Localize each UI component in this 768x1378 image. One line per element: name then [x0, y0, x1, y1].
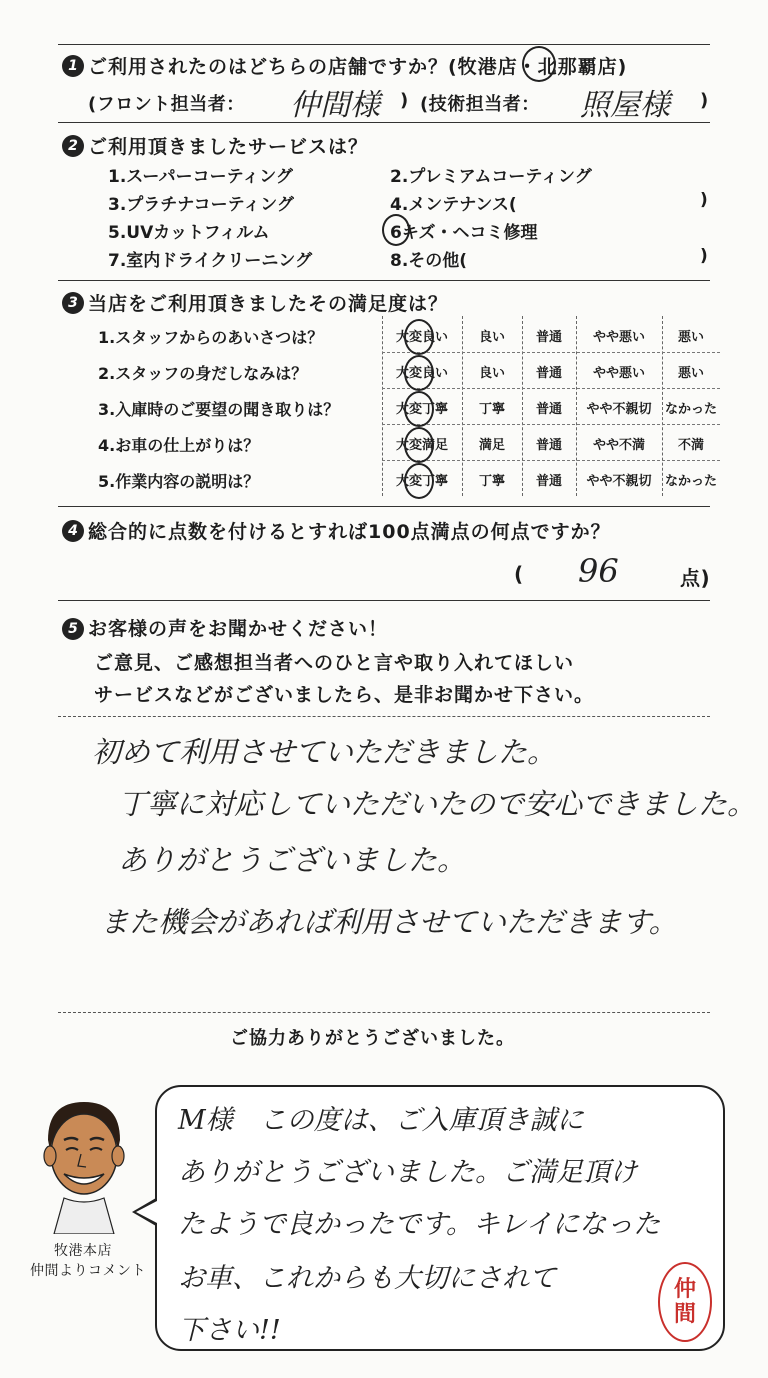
top-rule	[58, 44, 710, 45]
section-divider	[58, 122, 710, 123]
tech-staff-value: 照屋様	[580, 88, 670, 123]
rating-option: なかった	[664, 401, 717, 417]
question-2-number: 2	[62, 135, 84, 157]
customer-comment-line: 初めて利用させていただきました。	[92, 735, 557, 769]
rating-option: 良い	[478, 329, 505, 345]
section-divider	[58, 280, 710, 281]
rating-option: 大変丁寧	[395, 401, 448, 417]
rating-question-label: 2.スタッフの身だしなみは？	[98, 364, 308, 383]
rating-question-label: 5.作業内容の説明は？	[98, 472, 260, 491]
staff-store-name: 牧港本店	[54, 1243, 112, 1259]
answer-area-bottom-rule	[58, 1012, 710, 1013]
rating-question-label: 3.入庫時のご要望の聞き取りは？	[98, 400, 340, 419]
staff-avatar	[34, 1094, 134, 1234]
rating-option: 大変良い	[395, 365, 448, 381]
rating-option: 悪い	[677, 329, 704, 345]
service-item: 4.メンテナンス(	[390, 195, 517, 215]
rating-selection-circle	[404, 463, 434, 499]
service-item: 2.プレミアムコーティング	[390, 167, 592, 187]
question-4-number: 4	[62, 520, 84, 542]
thanks-message: ご協力ありがとうございました。	[230, 1028, 515, 1049]
rating-option: 大変丁寧	[395, 473, 448, 489]
rating-option: 満足	[478, 437, 505, 453]
rating-option: 悪い	[677, 365, 704, 381]
front-staff-close: )	[400, 90, 409, 111]
rating-option: 丁寧	[478, 473, 505, 489]
store-selection-circle	[522, 46, 556, 82]
tech-staff-label: (技術担当者：	[420, 94, 540, 115]
rating-option: 普通	[535, 437, 562, 453]
rating-option: なかった	[664, 473, 717, 489]
rating-option: 不満	[677, 437, 704, 453]
rating-question-label: 1.スタッフからのあいさつは？	[98, 328, 324, 347]
paren-close: )	[700, 246, 708, 266]
staff-comment-line: たようで良かったです。キレイになった	[178, 1209, 661, 1240]
stamp-char: 間	[673, 1301, 696, 1327]
section-divider	[58, 600, 710, 601]
answer-area-top-rule	[58, 716, 710, 717]
question-5-line-2: ご意見、ご感想担当者へのひと言や取り入れてほしい	[94, 652, 575, 674]
table-row-divider	[382, 388, 720, 389]
score-open-paren: (	[514, 562, 524, 586]
rating-option: やや不満	[592, 437, 645, 453]
rating-selection-circle	[404, 319, 434, 355]
service-item-selected: 6キズ・ヘコミ修理	[390, 223, 538, 243]
paren-close: )	[700, 190, 708, 210]
rating-option: 普通	[535, 365, 562, 381]
question-3-text: 当店をご利用頂きましたその満足度は？	[88, 293, 449, 315]
rating-option: 良い	[478, 365, 505, 381]
rating-question-label: 4.お車の仕上がりは？	[98, 436, 260, 455]
question-2-text: ご利用頂きましたサービスは？	[88, 136, 369, 158]
staff-comment-line: 下さい!!	[178, 1315, 281, 1346]
service-item: 1.スーパーコーティング	[108, 167, 293, 187]
front-staff-value: 仲間様	[290, 88, 380, 123]
rating-selection-circle	[404, 427, 434, 463]
front-staff-label: (フロント担当者：	[88, 94, 245, 115]
question-1-text: ご利用されたのはどちらの店舗ですか？(牧港店・北那覇店)	[88, 56, 628, 78]
rating-option: 普通	[535, 401, 562, 417]
rating-option: やや悪い	[592, 365, 645, 381]
staff-comment-line: お車、これからも大切にされて	[178, 1263, 556, 1294]
rating-option: やや悪い	[592, 329, 645, 345]
rating-option: 大変満足	[395, 437, 448, 453]
speech-bubble-tail-inner	[136, 1201, 157, 1223]
table-row-divider	[382, 352, 720, 353]
question-1-number: 1	[62, 55, 84, 77]
customer-comment-line: また機会があれば利用させていただきます。	[100, 905, 678, 939]
service-item: 8.その他(	[390, 251, 468, 271]
customer-comment-line: 丁寧に対応していただいたので安心できました。	[118, 787, 757, 821]
table-row-divider	[382, 460, 720, 461]
staff-comment-line: M様 この度は、ご入庫頂き誠に	[178, 1105, 584, 1136]
rating-selection-circle	[404, 355, 434, 391]
question-5-number: 5	[62, 618, 84, 640]
stamp-char: 仲	[673, 1275, 696, 1302]
service-selection-circle	[382, 214, 410, 246]
customer-comment-line: ありがとうございました。	[118, 843, 467, 877]
score-unit: 点)	[680, 566, 711, 590]
question-5-text: お客様の声をお聞かせください！	[88, 618, 389, 640]
service-item: 7.室内ドライクリーニング	[108, 251, 313, 271]
rating-option: やや不親切	[586, 473, 652, 489]
name-stamp	[658, 1262, 712, 1342]
rating-option: 大変良い	[395, 329, 448, 345]
service-item: 5.UVカットフィルム	[108, 223, 270, 243]
service-item: 3.プラチナコーティング	[108, 195, 294, 215]
question-4-text: 総合的に点数を付けるとすれば100点満点の何点ですか？	[88, 521, 611, 543]
rating-option: やや不親切	[586, 401, 652, 417]
staff-comment-from: 仲間よりコメント	[30, 1263, 146, 1279]
question-5-line-3: サービスなどがございましたら、是非お聞かせ下さい。	[94, 684, 595, 706]
rating-option: 普通	[535, 473, 562, 489]
rating-option: 普通	[535, 329, 562, 345]
staff-comment-line: ありがとうございました。ご満足頂け	[178, 1157, 637, 1188]
section-divider	[58, 506, 710, 507]
score-value: 96	[578, 552, 619, 590]
rating-selection-circle	[404, 391, 434, 427]
table-row-divider	[382, 424, 720, 425]
tech-staff-close: )	[700, 90, 709, 111]
rating-option: 丁寧	[478, 401, 505, 417]
question-3-number: 3	[62, 292, 84, 314]
